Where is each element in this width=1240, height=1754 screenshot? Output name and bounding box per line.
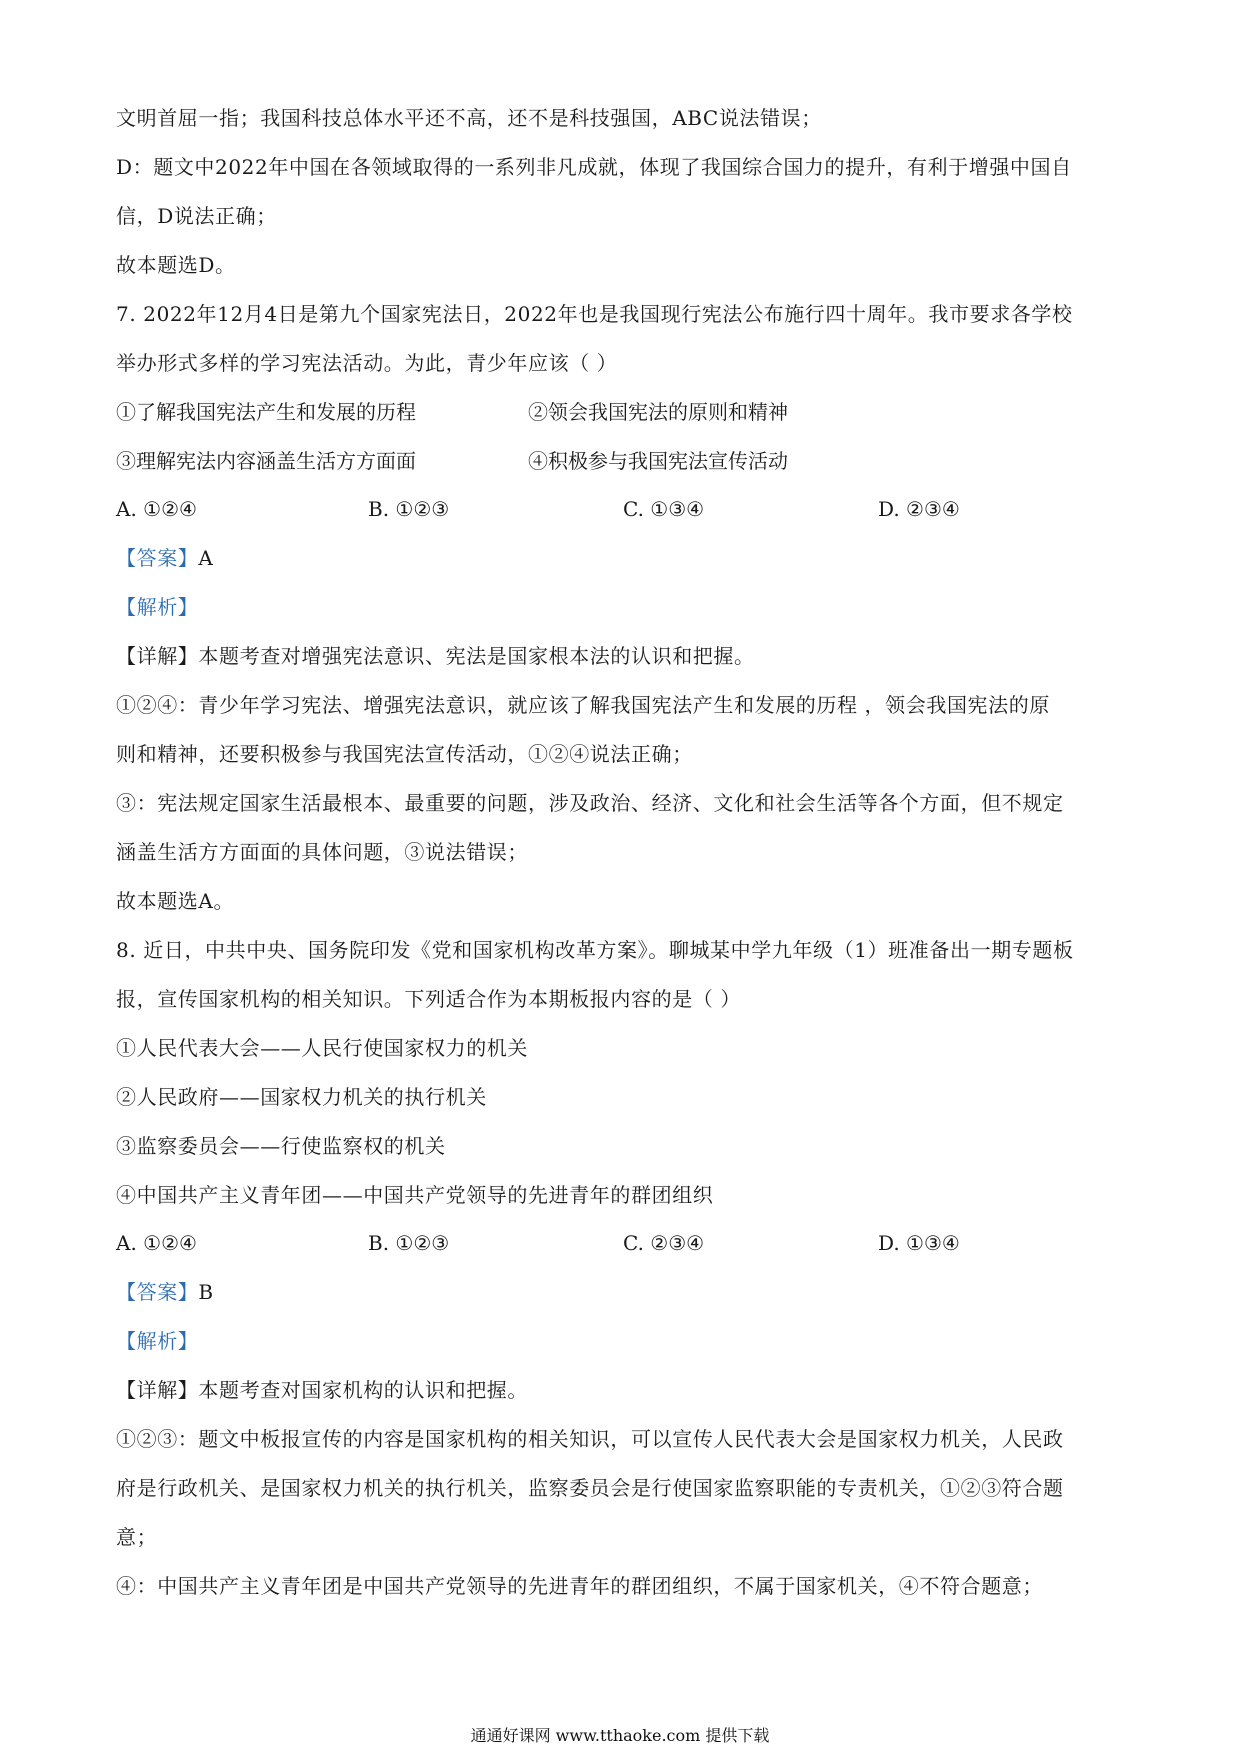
q7-option-a: A. ①②④ — [116, 497, 197, 521]
text-line: 信，D说法正确； — [116, 204, 277, 228]
text-line: 文明首屈一指；我国科技总体水平还不高，还不是科技强国，ABC说法错误； — [116, 106, 822, 130]
q8-option-c: C. ②③④ — [623, 1231, 705, 1255]
text-line: 故本题选D。 — [116, 253, 236, 277]
q8-detail: 意； — [116, 1525, 158, 1549]
q8-option-b: B. ①②③ — [368, 1231, 450, 1255]
q7-option-c: C. ①③④ — [623, 497, 705, 521]
answer-value: A — [198, 546, 214, 570]
page-content — [116, 0, 1136, 1754]
q8-answer — [116, 1277, 214, 1307]
q7-detail: 则和精神，还要积极参与我国宪法宣传活动，①②④说法正确； — [116, 742, 693, 766]
q8-item-4: ④中国共产主义青年团——中国共产党领导的先进青年的群团组织 — [116, 1183, 714, 1207]
q8-option-a: A. ①②④ — [116, 1231, 197, 1255]
page-footer: 通通好课网 www.tthaoke.com 提供下载 — [470, 1726, 770, 1745]
answer-tag: 【答案】 — [116, 1280, 199, 1304]
q8-analysis-tag: 【解析】 — [116, 1329, 199, 1353]
q7-option-d: D. ②③④ — [878, 497, 960, 521]
question-8-stem: 8. 近日，中共中央、国务院印发《党和国家机构改革方案》。聊城某中学九年级（1）班准备出一期专题板 — [116, 938, 1074, 962]
q8-detail: 【详解】本题考查对国家机构的认识和把握。 — [116, 1378, 528, 1402]
question-8-stem: 报，宣传国家机构的相关知识。下列适合作为本期板报内容的是（ ） — [116, 987, 741, 1011]
q7-item-2: ②领会我国宪法的原则和精神 — [528, 400, 788, 424]
q7-detail: 故本题选A。 — [116, 889, 235, 913]
q7-detail: ①②④：青少年学习宪法、增强宪法意识，就应该了解我国宪法产生和发展的历程 ，领会我国宪法的原 — [116, 693, 1050, 717]
q7-answer — [116, 543, 213, 573]
q8-detail: 府是行政机关、是国家权力机关的执行机关，监察委员会是行使国家监察职能的专责机关，①②③符合题 — [116, 1476, 1064, 1500]
q8-item-3: ③监察委员会——行使监察权的机关 — [116, 1134, 446, 1158]
question-7-stem: 举办形式多样的学习宪法活动。为此，青少年应该（ ） — [116, 351, 618, 375]
q7-analysis-tag: 【解析】 — [116, 595, 199, 619]
q7-detail: 涵盖生活方方面面的具体问题，③说法错误； — [116, 840, 528, 864]
q8-item-2: ②人民政府——国家权力机关的执行机关 — [116, 1085, 487, 1109]
q7-option-b: B. ①②③ — [368, 497, 450, 521]
q7-detail: 【详解】本题考查对增强宪法意识、宪法是国家根本法的认识和把握。 — [116, 644, 755, 668]
q8-item-1: ①人民代表大会——人民行使国家权力的机关 — [116, 1036, 528, 1060]
q7-detail: ③：宪法规定国家生活最根本、最重要的问题，涉及政治、经济、文化和社会生活等各个方面，但不规定 — [116, 791, 1064, 815]
text-line: D：题文中2022年中国在各领域取得的一系列非凡成就，体现了我国综合国力的提升，有利于增强中国自 — [116, 155, 1072, 179]
answer-value: B — [198, 1280, 214, 1304]
answer-tag: 【答案】 — [116, 546, 199, 570]
q7-item-3: ③理解宪法内容涵盖生活方方面面 — [116, 449, 416, 473]
question-7-stem: 7. 2022年12月4日是第九个国家宪法日，2022年也是我国现行宪法公布施行四十周年。我市要求各学校 — [116, 302, 1073, 326]
q8-option-d: D. ①③④ — [878, 1231, 960, 1255]
q8-detail: ①②③：题文中板报宣传的内容是国家机构的相关知识，可以宣传人民代表大会是国家权力机关，人民政 — [116, 1427, 1064, 1451]
q8-detail: ④：中国共产主义青年团是中国共产党领导的先进青年的群团组织，不属于国家机关，④不符合题意； — [116, 1574, 1043, 1598]
q7-item-1: ①了解我国宪法产生和发展的历程 — [116, 400, 416, 424]
q7-item-4: ④积极参与我国宪法宣传活动 — [528, 449, 788, 473]
